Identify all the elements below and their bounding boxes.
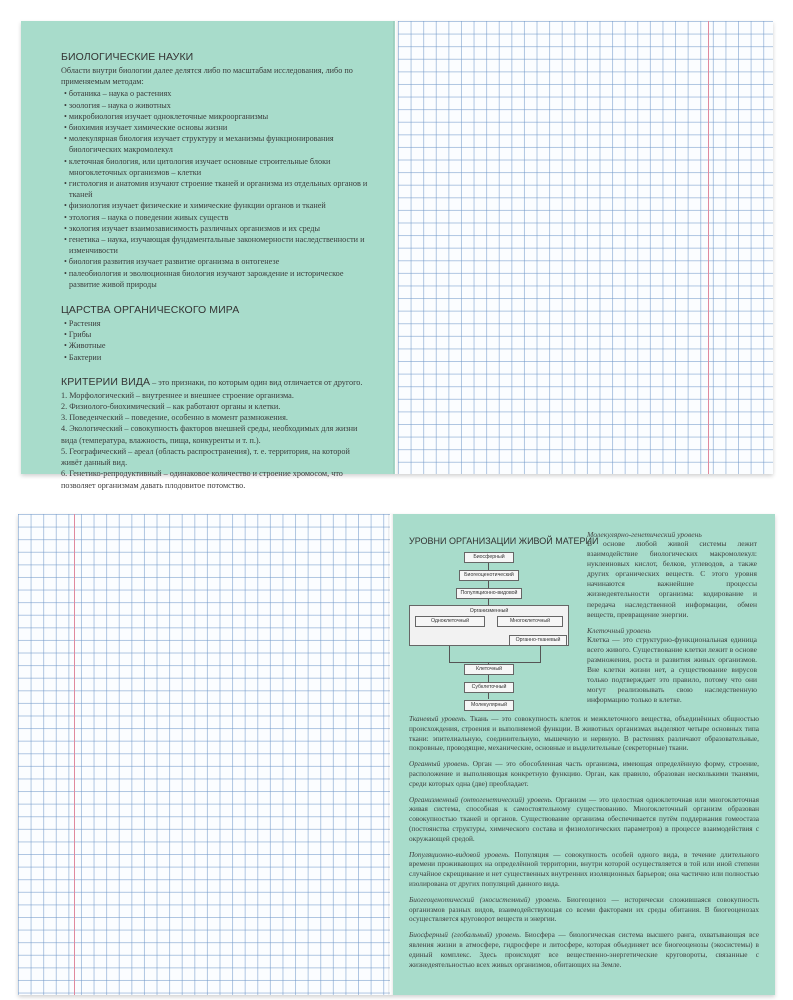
diagram-connector xyxy=(449,662,541,663)
science-list-item: • молекулярная биология изучает структуру и механизмы функционирования биологических макромолекул xyxy=(61,133,371,155)
level-paragraph xyxy=(409,795,759,844)
bottom-notebook xyxy=(18,514,775,995)
level-paragraph-text: Организм — это целостная одноклеточная или многоклеточная живая система, способная к самостоятельному существованию. Многоклеточный организм образован совокупностью тканей и органов. Существование организма обеспечивается путём поддержания гомеостаза (постоянства структуры, химического состава и физиологических параметров) в процессе взаимодействия с окружающей средой. xyxy=(409,794,759,843)
top-notebook xyxy=(21,21,773,490)
bottom-margin-line xyxy=(74,514,75,995)
science-list-item: • генетика – наука, изучающая фундаментальные закономерности наследственности и изменчивости xyxy=(61,234,371,256)
level-organ-tissue-box: Органно-тканевый xyxy=(509,635,567,646)
level-paragraph-term: Органный уровень. xyxy=(409,759,470,769)
science-list-item: • биохимия изучает химические основы жизни xyxy=(61,122,371,133)
diagram-connector xyxy=(540,646,541,662)
bottom-right-green-page xyxy=(393,514,775,995)
level-paragraph-text: Ткань — это совокупность клеток и межклеточного вещества, объединённых общностью происхождения, строения и выполняемой функции. В животных организмах выделяют четыре основных типа ткани: эпителиальную, соединительную, мышечную и нервную. В растениях различают образовательные, покровные, проводящие, механические, основные и выделительные (секреторные) ткани. xyxy=(409,714,759,753)
level-multicellular-box: Многоклеточный xyxy=(497,616,563,627)
kingdom-list-item: • Животные xyxy=(61,340,371,351)
kingdoms-list xyxy=(61,318,371,363)
molecular-level-title: Молекулярно-генетический уровень xyxy=(587,530,702,539)
top-left-green-page xyxy=(21,21,395,490)
kingdom-list-item: • Растения xyxy=(61,318,371,329)
level-paragraph-text: Биосфера — биологическая система высшего ранга, охватывающая все явления жизни в атмосфере, гидросфере и литосфере, которая объединяет все биогеоценозы (экосистемы) в единый комплекс. Здесь происходят все вещественно-энергетические круговороты, связанные с жизнедеятельностью всех живых организмов, обитающих на Земле. xyxy=(409,930,759,969)
biology-sciences-heading: БИОЛОГИЧЕСКИЕ НАУКИ xyxy=(61,51,194,63)
level-unicellular-box: Одноклеточный xyxy=(415,616,485,627)
biology-sciences-intro: Области внутри биологии далее делятся либо по масштабам исследования, либо по применяемым методам: xyxy=(61,66,353,87)
level-biosphere-box: Биосферный xyxy=(464,552,514,563)
science-list-item: • биология развития изучает развитие организма в онтогенезе xyxy=(61,256,371,267)
levels-paragraphs xyxy=(409,714,759,975)
criterion-list-item: 4. Экологический – совокупность факторов внешней среды, необходимых для жизни вида (температура, влажность, пища, конкуренты и т. п.). xyxy=(61,424,358,445)
species-criteria-list xyxy=(61,390,371,491)
level-paragraph xyxy=(409,759,759,788)
science-list-item: • этология – наука о поведении живых существ xyxy=(61,212,371,223)
level-biogeocenotic-box: Биогеоценотический xyxy=(459,570,519,581)
level-paragraph-text: Биогеоценоз — исторически сложившаяся совокупность организмов разных видов, взаимодействующая со всеми факторами их среды обитания. В биогеоценозах осуществляется круговорот веществ и энергии. xyxy=(409,894,759,924)
level-paragraph-term: Биосферный (глобальный) уровень. xyxy=(409,930,522,940)
criterion-list-item: 6. Генетико-репродуктивный – одинаковое количество и строение хромосом, что позволяет организмам давать плодовитое потомство. xyxy=(61,469,343,490)
science-list-item: • зоология – наука о животных xyxy=(61,100,371,111)
level-cellular-box: Клеточный xyxy=(464,664,514,675)
level-paragraph-text: Популяция — совокупность особей одного вида, в течение длительного времени проживающих на определённой территории, внутри которой осуществляется в той или иной степени случайное скрещивание и нет существенных внутренних изоляционных барьеров; она частично или полностью изолирована от других популяций данного вида. xyxy=(409,849,760,888)
science-list-item: • палеобиология и эволюционная биология изучают зарождение и историческое развитие живой природы xyxy=(61,268,371,290)
science-list-item: • физиология изучает физические и химические функции органов и тканей xyxy=(61,200,371,211)
levels-title: УРОВНИ ОРГАНИЗАЦИИ ЖИВОЙ МАТЕРИИ xyxy=(409,536,599,546)
level-paragraph-term: Организменный (онтогенетический) уровень. xyxy=(409,794,553,804)
level-molecular-box: Молекулярный xyxy=(464,700,514,711)
top-margin-line xyxy=(708,21,709,474)
criterion-list-item: 2. Физиолого-биохимический – как работают органы и клетки. xyxy=(61,402,281,412)
species-criteria-heading: КРИТЕРИИ ВИДА xyxy=(61,375,151,388)
level-paragraph xyxy=(409,895,759,924)
kingdom-list-item: • Грибы xyxy=(61,329,371,340)
level-paragraph-term: Тканевый уровень. xyxy=(409,714,467,723)
diagram-connector xyxy=(449,646,450,663)
level-paragraph xyxy=(409,930,759,969)
level-paragraph-text: Орган — это обособленная часть организма, имеющая определённую форму, строение, расположение и выполняющая конкретную функцию. Орган, как правило, образован несколькими тканями, среди которых одна (две) преобладает. xyxy=(409,759,759,788)
species-criteria-intro: – это признаки, по которым один вид отличается от другого. xyxy=(150,377,363,387)
cellular-level-text: Клетка — это структурно-функциональная единица всего живого. Существование клетки лежит в основе размножения, роста и развития живых организмов. Вне клетки жизни нет, а существование вирусов только подтверждает это правило, потому что они могут реализовывать свою наследственную информацию только в клетке. xyxy=(587,634,757,705)
levels-diagram xyxy=(409,548,569,710)
level-subcellular-box: Субклеточный xyxy=(464,682,514,693)
level-paragraph-term: Биогеоценотический (экосистемный) уровень. xyxy=(409,894,562,904)
criterion-list-item: 5. Географический – ареал (область распространения), т. е. территория, на которой живёт данный вид. xyxy=(61,446,350,468)
criterion-list-item: 1. Морфологический – внутреннее и внешнее строение организма. xyxy=(61,390,294,400)
science-list-item: • ботаника – наука о растениях xyxy=(61,88,371,99)
science-list-item: • экология изучает взаимозависимость различных организмов и их среды xyxy=(61,223,371,234)
level-paragraph xyxy=(409,714,759,753)
kingdom-list-item: • Бактерии xyxy=(61,352,371,363)
level-organism-label: Организменный xyxy=(469,608,509,614)
molecular-level-text: В основе любой живой системы лежит взаимодействие биологических макромолекул: нуклеиновых кислот, белков, углеводов, а также других органических веществ. С этого уровня начинаются важнейшие процессы жизнедеятельности организма: кодирование и передача наследственной информации, обмен веществ, превращение энергии. xyxy=(587,539,757,619)
cellular-level-title: Клеточный уровень xyxy=(587,625,651,635)
level-paragraph xyxy=(409,850,759,889)
level-paragraph-term: Популяционно-видовой уровень. xyxy=(409,849,511,859)
kingdoms-heading: ЦАРСТВА ОРГАНИЧЕСКОГО МИРА xyxy=(61,304,240,317)
science-list-item: • микробиология изучает одноклеточные микроорганизмы xyxy=(61,111,371,122)
science-list-item: • гистология и анатомия изучают строение тканей и организма из отдельных органов и тканей xyxy=(61,178,371,200)
level-population-box: Популяционно-видовой xyxy=(456,588,522,599)
top-right-grid-page xyxy=(398,21,773,474)
bottom-left-grid-page xyxy=(18,514,390,995)
criterion-list-item: 3. Поведенческий – поведение, особенно в момент размножения. xyxy=(61,413,288,423)
science-list-item: • клеточная биология, или цитология изучает основные строительные блоки многоклеточных организмов – клетки xyxy=(61,156,371,178)
biology-sciences-list xyxy=(61,88,371,290)
